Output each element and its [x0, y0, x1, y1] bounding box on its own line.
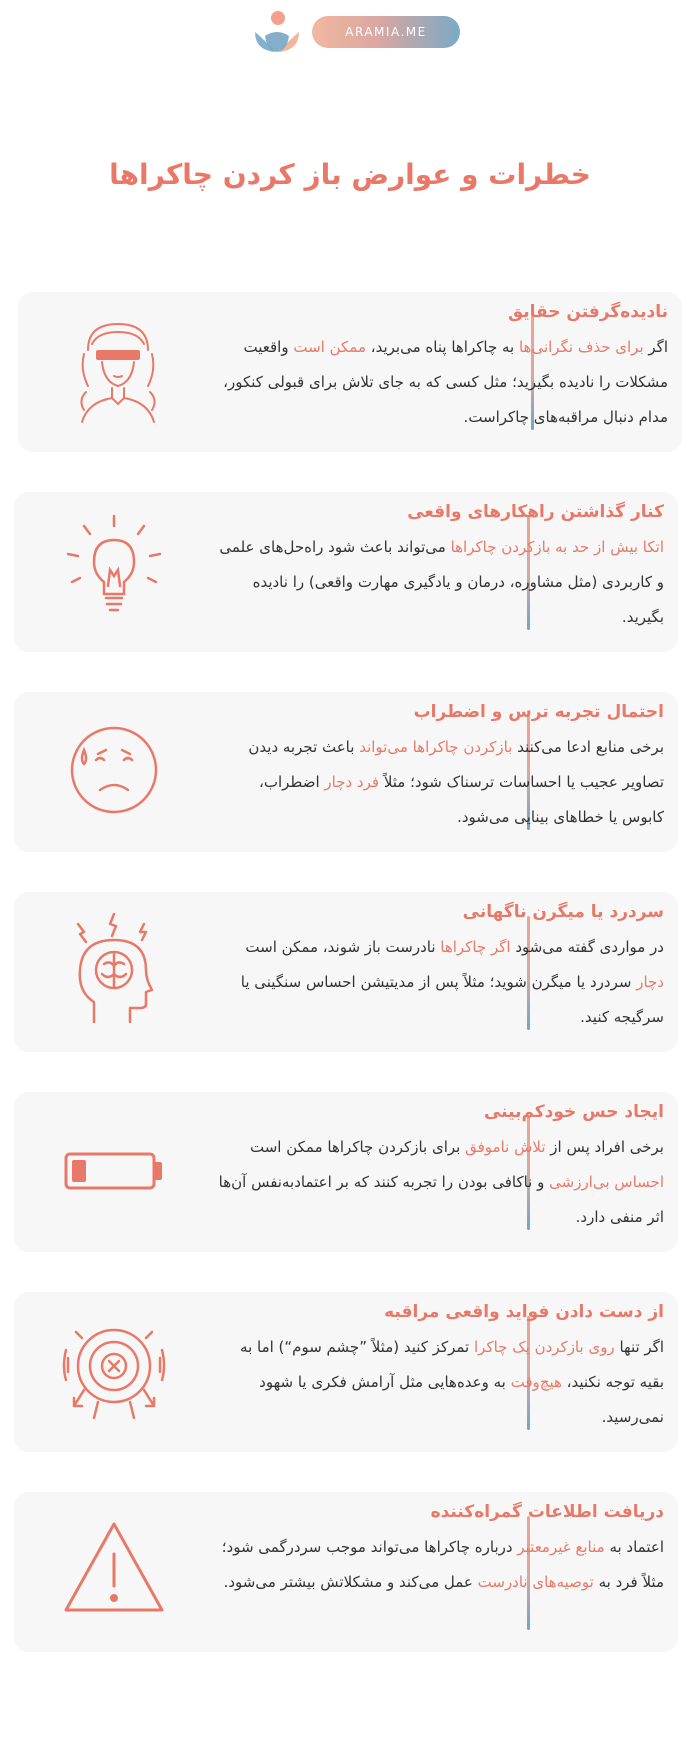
body-text: برخی افراد پس از — [545, 1138, 664, 1156]
low-battery-icon — [54, 1110, 174, 1230]
card-title: سردرد یا میگرن ناگهانی — [462, 902, 664, 922]
body-text: به وعده‌هایی مثل آرامش فکری یا شهود نمی‌رسید. — [259, 1373, 664, 1426]
highlight-text: منابع غیرمعتبر — [517, 1538, 605, 1556]
card-body — [214, 930, 664, 1035]
body-text: می‌تواند باعث شود راه‌حل‌های علمی و کاربردی (مثل مشاوره، درمان و یادگیری مهارت واقعی) را نادیده بگیرید. — [219, 538, 664, 626]
card-text — [178, 1292, 678, 1452]
body-text: باعث تجربه دیدن تصاویر عجیب یا احساسات ترسناک شود؛ مثلاً — [248, 738, 664, 791]
body-text: اضطراب، کابوس یا خطاهای بینایی می‌شود. — [259, 773, 664, 826]
light-bulb-icon — [54, 510, 174, 630]
card-title: احتمال تجربه ترس و اضطراب — [413, 702, 664, 722]
body-text: سردرد یا میگرن شوید؛ مثلاً پس از مدیتیشن احساس سنگینی یا سرگیجه کنید. — [240, 973, 664, 1026]
highlight-text: هیچ‌وقت — [510, 1373, 562, 1391]
card-text — [178, 1092, 678, 1252]
card-ignoring-facts — [18, 292, 682, 452]
logo-icon — [251, 10, 303, 56]
card-low-self-esteem — [14, 1092, 678, 1252]
highlight-text: روی بازکردن یک چاکرا — [474, 1338, 615, 1356]
card-text — [178, 892, 678, 1052]
card-body — [214, 530, 664, 635]
card-ignoring-real-solutions — [14, 492, 678, 652]
card-body — [218, 330, 668, 435]
body-text: واقعیت مشکلات را نادیده بگیرید؛ مثل کسی که به جای تلاش برای قبولی کنکور، مدام دنبال مراقبه‌های چاکراست. — [223, 338, 668, 426]
body-text: برای بازکردن چاکراها ممکن است — [250, 1138, 466, 1156]
body-text: اگر تنها — [614, 1338, 664, 1356]
card-body — [214, 1330, 664, 1435]
page-title: خطرات و عوارض باز کردن چاکراها — [109, 158, 591, 191]
highlight-text: اگر چاکراها — [440, 938, 511, 956]
card-title: نادیده‌گرفتن حقایق — [507, 302, 668, 322]
card-misleading-information — [14, 1492, 678, 1652]
highlight-text: احساس بی‌ارزشی — [549, 1173, 664, 1191]
body-text: نادرست باز شوند، ممکن است — [245, 938, 441, 956]
card-text — [182, 292, 682, 452]
card-text — [178, 692, 678, 852]
card-body — [214, 730, 664, 835]
body-text: برخی منابع ادعا می‌کنند — [512, 738, 664, 756]
card-title: کنار گذاشتن راهکارهای واقعی — [407, 502, 664, 522]
highlight-text: فرد دچار — [324, 773, 380, 791]
body-text: اعتماد به — [604, 1538, 664, 1556]
card-body — [214, 1530, 664, 1600]
card-body — [214, 1130, 664, 1235]
highlight-text: دچار — [636, 973, 664, 991]
target-focus-icon — [54, 1310, 174, 1430]
card-fear-anxiety — [14, 692, 678, 852]
highlight-text: اتکا بیش از حد به بازکردن چاکراها — [450, 538, 664, 556]
card-text — [178, 492, 678, 652]
warning-triangle-icon — [54, 1510, 174, 1630]
body-text: و ناکافی بودن را تجربه کنند که بر اعتمادبه‌نفس آن‌ها اثر منفی دارد. — [218, 1173, 664, 1226]
card-title: از دست دادن فواید واقعی مراقبه — [384, 1302, 664, 1322]
anxious-face-icon — [54, 710, 174, 830]
body-text: تمرکز کنید (مثلاً ”چشم سوم“) اما به بقیه توجه نکنید، — [240, 1338, 664, 1391]
highlight-text: بازکردن چاکراها می‌تواند — [359, 738, 513, 756]
highlight-text: ممکن است — [293, 338, 366, 356]
card-title: دریافت اطلاعات گمراه‌کننده — [430, 1502, 664, 1522]
body-text: در مواردی گفته می‌شود — [510, 938, 664, 956]
highlight-text: برای حذف نگرانی‌ها — [518, 338, 644, 356]
card-text — [178, 1492, 678, 1652]
blindfolded-woman-icon — [58, 310, 178, 430]
body-text: اگر — [643, 338, 668, 356]
highlight-text: توصیه‌های نادرست — [477, 1573, 594, 1591]
brand-pill[interactable]: ARAMIA.ME — [312, 16, 460, 48]
body-text: به چاکراها پناه می‌برید، — [366, 338, 519, 356]
header — [0, 10, 700, 54]
headache-brain-icon — [54, 910, 174, 1030]
body-text: درباره چاکراها می‌تواند موجب سردرگمی شود؛ مثلاً فرد به — [221, 1538, 664, 1591]
card-losing-meditation-benefits — [14, 1292, 678, 1452]
card-headache — [14, 892, 678, 1052]
card-title: ایجاد حس خودکم‌بینی — [483, 1102, 664, 1122]
highlight-text: تلاش ناموفق — [465, 1138, 546, 1156]
body-text: عمل می‌کند و مشکلاتش بیشتر می‌شود. — [223, 1573, 478, 1591]
